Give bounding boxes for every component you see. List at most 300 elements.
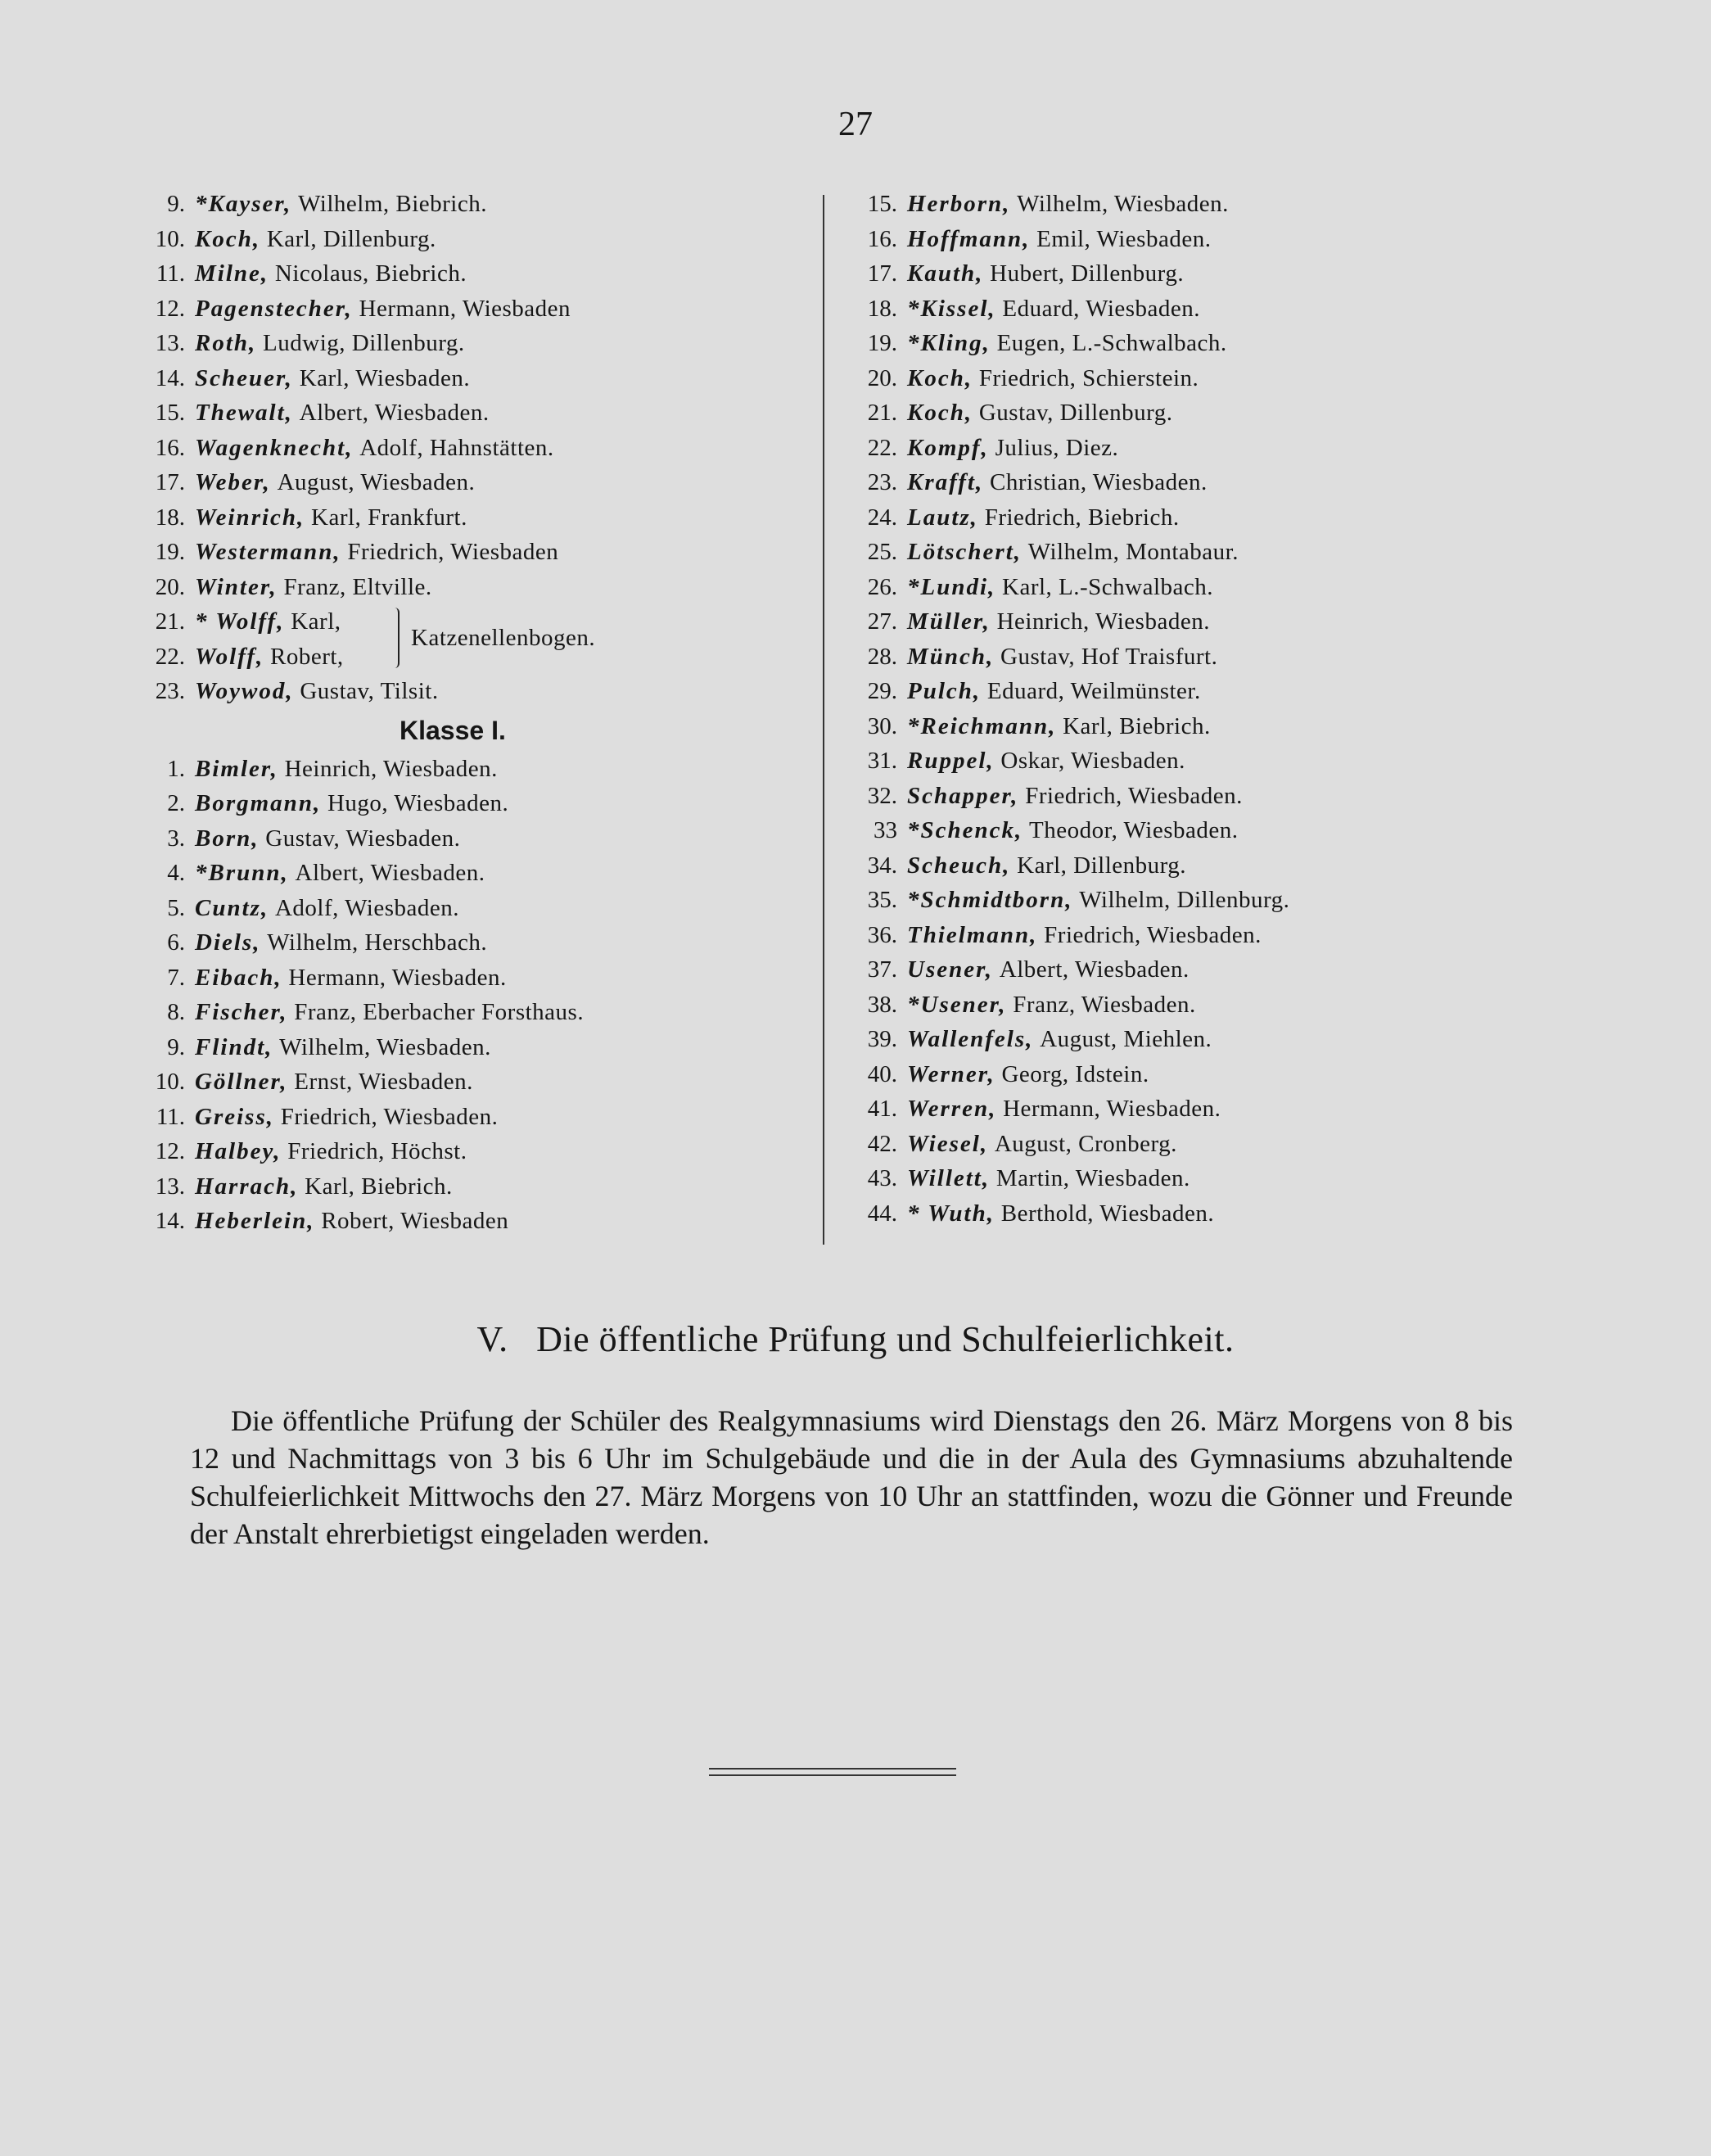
student-row (851, 187, 1457, 222)
student-surname: Harrach, (195, 1173, 299, 1200)
student-details (260, 821, 461, 857)
row-number: 22. (867, 434, 897, 461)
student-details-text: Gustav, Tilsit. (300, 678, 439, 704)
student-row (851, 1196, 1457, 1232)
student-row (851, 1092, 1457, 1127)
row-number: 38. (867, 991, 897, 1018)
student-details (978, 500, 1180, 536)
student-row (139, 821, 810, 857)
student-details-text: Friedrich, Höchst. (287, 1138, 467, 1164)
student-details (1010, 187, 1228, 222)
student-details-text: Karl, Dillenburg. (1017, 852, 1187, 879)
row-number: 30. (867, 712, 897, 739)
student-surname: Wiesel, (907, 1130, 989, 1157)
student-details (995, 1057, 1149, 1092)
row-number: 34. (867, 852, 897, 879)
student-surname: Borgmann, (195, 790, 322, 816)
student-details (278, 752, 498, 787)
student-details-text: Gustav, Dillenburg. (978, 400, 1173, 426)
student-row (851, 292, 1457, 327)
row-number: 2. (167, 790, 185, 816)
row-number: 8. (167, 999, 185, 1025)
student-details-text: Albert, Wiesbaden. (999, 956, 1190, 983)
student-details-text: Wilhelm, Montabaur. (1027, 539, 1239, 565)
column-divider (823, 195, 824, 1245)
student-row (139, 292, 810, 327)
student-details-text: Friedrich, Wiesbaden. (1044, 921, 1262, 948)
right-column (851, 187, 1457, 1231)
student-details-text: Friedrich, Wiesbaden. (280, 1103, 499, 1130)
row-number: 19. (867, 330, 897, 356)
student-details-text: Ernst, Wiesbaden. (294, 1069, 473, 1095)
row-number: 42. (867, 1130, 897, 1157)
student-row (851, 1022, 1457, 1057)
row-number: 20. (155, 573, 185, 600)
student-surname: Heberlein, (195, 1208, 315, 1234)
student-details (1030, 222, 1211, 257)
student-row (139, 395, 810, 431)
student-row (139, 1134, 810, 1169)
row-number: 36. (867, 921, 897, 948)
student-details (991, 326, 1227, 361)
student-surname: *Lundi, (907, 573, 996, 600)
student-details-text: Ludwig, Dillenburg. (263, 330, 465, 356)
row-number: 6. (167, 929, 185, 956)
student-details-text: Adolf, Wiesbaden. (274, 894, 460, 921)
student-surname: Pulch, (907, 678, 982, 704)
student-surname: Scheuch, (907, 852, 1011, 879)
student-row (139, 570, 810, 605)
row-number: 37. (867, 956, 897, 983)
student-surname: * Wuth, (907, 1200, 995, 1227)
student-surname: *Brunn, (195, 860, 289, 886)
student-surname: Lötschert, (907, 539, 1023, 565)
student-surname: Lautz, (907, 504, 978, 531)
row-number: 11. (156, 260, 185, 287)
student-row (851, 570, 1457, 605)
row-number: 9. (167, 1033, 185, 1060)
student-details-text: Hermann, Wiesbaden (359, 295, 571, 322)
student-row (139, 1204, 810, 1239)
student-row (851, 848, 1457, 884)
student-details (298, 1169, 452, 1205)
student-row (851, 500, 1457, 536)
student-details (996, 1092, 1221, 1127)
student-details (264, 640, 343, 675)
student-surname: Werner, (907, 1060, 995, 1087)
student-surname: Müller, (907, 608, 991, 635)
student-details (973, 395, 1172, 431)
student-details-text: Gustav, Hof Traisfurt. (1000, 643, 1218, 670)
student-row (139, 187, 810, 222)
student-details (274, 1100, 498, 1135)
student-details (282, 1134, 467, 1169)
student-row (851, 674, 1457, 709)
row-number: 20. (867, 364, 897, 391)
student-details-text: Emil, Wiesbaden. (1036, 225, 1212, 252)
student-details (260, 925, 487, 960)
student-details (1072, 883, 1289, 918)
student-details-text: Hubert, Dillenburg. (990, 260, 1185, 287)
student-details (256, 326, 464, 361)
student-surname: Kompf, (907, 434, 989, 461)
student-surname: Koch, (195, 225, 261, 252)
row-number: 29. (867, 678, 897, 704)
row-number: 39. (867, 1026, 897, 1052)
student-surname: Weinrich, (195, 504, 305, 531)
student-details-text: Wilhelm, Wiesbaden. (1017, 191, 1229, 217)
student-row (851, 326, 1457, 361)
student-details-text: Karl, (291, 608, 341, 635)
student-row (139, 500, 810, 536)
row-number: 33 (874, 817, 897, 843)
student-details-text: Karl, L.-Schwalbach. (1002, 573, 1214, 600)
class-heading: Klasse I. (400, 715, 506, 745)
student-details-text: Franz, Wiesbaden. (1013, 991, 1196, 1018)
student-surname: Fischer, (195, 999, 288, 1025)
row-number: 21. (867, 400, 897, 426)
student-details (284, 604, 341, 640)
student-details-text: Karl, Biebrich. (305, 1173, 453, 1200)
student-surname: *Usener, (907, 991, 1007, 1018)
row-number: 40. (867, 1060, 897, 1087)
student-details-text: Eugen, L.-Schwalbach. (996, 330, 1227, 356)
student-surname: Hoffmann, (907, 225, 1031, 252)
student-row (139, 1030, 810, 1065)
student-details (990, 1161, 1190, 1196)
student-surname: Herborn, (907, 191, 1011, 217)
student-row-23 (139, 674, 810, 709)
row-number: 10. (155, 1069, 185, 1095)
student-details-text: Albert, Wiesbaden. (299, 400, 490, 426)
student-details (989, 431, 1118, 466)
student-row (139, 925, 810, 960)
student-details (983, 256, 1184, 292)
student-row (139, 752, 810, 787)
student-details (981, 674, 1201, 709)
student-surname: Göllner, (195, 1069, 288, 1095)
student-surname: Scheuer, (195, 364, 293, 391)
row-number: 5. (167, 894, 185, 921)
student-details (995, 744, 1185, 779)
row-number: 9. (167, 191, 185, 217)
row-number: 31. (867, 748, 897, 774)
row-number: 18. (155, 504, 185, 531)
paragraph-text: Die öffentliche Prüfung der Schüler des Realgymnasiums wird Dienstags den 26. März Morgens von 8 bis 12 und Nachmittags von 3 bis 6 Uhr im Schulgebäude und die in der Aula des Gymnasiums abzuhaltende Schulfeierlichkeit Mittwochs den 27. März Morgens von 10 Uhr an stattfinden, wozu die Gönner und Freunde der Anstalt ehrerbietigst eingeladen werden. (190, 1404, 1513, 1550)
row-number: 35. (867, 887, 897, 913)
student-details (1022, 535, 1239, 570)
student-details (995, 570, 1213, 605)
brace-group (139, 604, 810, 674)
student-row (139, 361, 810, 396)
row-number: 15. (867, 191, 897, 217)
student-row (851, 465, 1457, 500)
student-details-text: August, Wiesbaden. (277, 469, 476, 495)
student-surname: Koch, (907, 400, 973, 426)
section-title: V. Die öffentliche Prüfung und Schulfeierlichkeit. (476, 1319, 1235, 1359)
student-row (139, 1064, 810, 1100)
page-number: 27 (838, 106, 873, 143)
row-number: 41. (867, 1096, 897, 1122)
student-details (260, 222, 436, 257)
student-details (1023, 813, 1238, 848)
student-row (139, 1169, 810, 1205)
student-details (353, 431, 553, 466)
student-surname: Koch, (907, 364, 973, 391)
student-details (996, 292, 1200, 327)
student-details-text: Karl, Dillenburg. (266, 225, 436, 252)
student-details-text: Robert, Wiesbaden (321, 1208, 509, 1234)
student-details-text: Gustav, Wiesbaden. (265, 825, 461, 852)
student-details-text: Eduard, Weilmünster. (986, 678, 1201, 704)
student-details-text: Franz, Eltville. (283, 573, 432, 600)
student-row (851, 361, 1457, 396)
student-details-text: Robert, (269, 643, 344, 670)
student-row (851, 813, 1457, 848)
student-details (353, 292, 571, 327)
student-details-text: Berthold, Wiesbaden. (1000, 1200, 1215, 1227)
student-surname: Milne, (195, 260, 269, 287)
student-surname: Halbey, (195, 1138, 282, 1164)
student-details-text: Hermann, Wiesbaden. (1003, 1096, 1221, 1122)
student-surname: Weber, (195, 469, 271, 495)
student-row (139, 256, 810, 292)
student-row (139, 856, 810, 891)
student-details (321, 786, 508, 821)
closing-rule-bottom (709, 1774, 956, 1776)
row-number: 16. (155, 434, 185, 461)
student-surname: Eibach, (195, 964, 282, 991)
student-surname: Kauth, (907, 260, 984, 287)
student-row (139, 535, 810, 570)
student-list-top (139, 187, 810, 604)
student-surname: Woywod, (195, 678, 294, 704)
row-number: 13. (155, 330, 185, 356)
student-surname: Pagenstecher, (195, 295, 353, 322)
student-surname: Willett, (907, 1165, 991, 1191)
row-number: 14. (155, 364, 185, 391)
row-number: 32. (867, 782, 897, 809)
row-number: 19. (155, 539, 185, 565)
student-details-text: Wilhelm, Dillenburg. (1079, 887, 1290, 913)
student-row (139, 995, 810, 1030)
student-row (851, 535, 1457, 570)
student-details (993, 952, 1190, 988)
student-row (851, 431, 1457, 466)
student-row (139, 891, 810, 926)
student-details (305, 500, 467, 536)
student-details-text: Eduard, Wiesbaden. (1002, 295, 1201, 322)
student-details-text: Georg, Idstein. (1001, 1060, 1149, 1087)
row-number: 12. (155, 1138, 185, 1164)
student-surname: *Kayser, (195, 191, 292, 217)
row-number: 15. (155, 400, 185, 426)
row-number: 44. (867, 1200, 897, 1227)
row-number: 17. (867, 260, 897, 287)
student-details-text: Karl, Frankfurt. (311, 504, 467, 531)
student-surname: Wallenfels, (907, 1026, 1034, 1052)
section-paragraph (190, 1402, 1513, 1553)
closing-rule-top (709, 1768, 956, 1770)
student-details (1056, 709, 1210, 744)
student-surname: *Kissel, (907, 295, 996, 322)
student-details-text: Karl, Wiesbaden. (299, 364, 471, 391)
row-number: 28. (867, 643, 897, 670)
row-number: 4. (167, 860, 185, 886)
student-row (851, 640, 1457, 675)
student-surname: *Schenck, (907, 817, 1023, 843)
student-details (293, 361, 470, 396)
student-details-text: Hermann, Wiesbaden. (288, 964, 507, 991)
student-row (139, 960, 810, 996)
student-row (139, 465, 810, 500)
student-surname: Winter, (195, 573, 278, 600)
student-row (851, 709, 1457, 744)
row-number: 1. (167, 755, 185, 782)
student-surname: Bimler, (195, 755, 278, 782)
student-details-text: Wilhelm, Herschbach. (267, 929, 488, 956)
student-details (991, 604, 1210, 640)
student-details (994, 640, 1217, 675)
student-details-text: Julius, Diez. (995, 434, 1119, 461)
student-row (139, 1100, 810, 1135)
student-row (139, 326, 810, 361)
curly-brace (393, 608, 400, 668)
student-details-text: Albert, Wiesbaden. (295, 860, 485, 886)
row-number: 43. (867, 1165, 897, 1191)
student-details (282, 960, 507, 996)
student-row (851, 744, 1457, 779)
student-details-text: Heinrich, Wiesbaden. (996, 608, 1210, 635)
student-surname: *Schmidtborn, (907, 887, 1073, 913)
student-details-text: Friedrich, Schierstein. (978, 364, 1199, 391)
student-row (851, 918, 1457, 953)
student-surname: Krafft, (907, 469, 984, 495)
student-row (851, 1161, 1457, 1196)
row-number: 23. (867, 469, 897, 495)
row-number: 26. (867, 573, 897, 600)
student-surname: *Reichmann, (907, 712, 1057, 739)
student-surname: Schapper, (907, 782, 1019, 809)
student-details-text: Theodor, Wiesbaden. (1029, 817, 1239, 843)
student-details-text: Heinrich, Wiesbaden. (284, 755, 498, 782)
student-details-text: Oskar, Wiesbaden. (1000, 748, 1185, 774)
student-details (273, 1030, 490, 1065)
student-details-text: Adolf, Hahnstätten. (359, 434, 554, 461)
student-details (288, 995, 585, 1030)
row-number: 25. (867, 539, 897, 565)
student-row (851, 222, 1457, 257)
student-row (139, 222, 810, 257)
student-details (278, 570, 432, 605)
left-column (139, 187, 810, 1239)
student-row (851, 952, 1457, 988)
row-number: 3. (167, 825, 185, 852)
student-details-text: Wilhelm, Wiesbaden. (279, 1033, 491, 1060)
student-details-text: Wilhelm, Biebrich. (298, 191, 487, 217)
student-details-text: Friedrich, Wiesbaden. (1025, 782, 1243, 809)
student-details (1037, 918, 1261, 953)
student-details (269, 891, 459, 926)
student-surname: Ruppel, (907, 748, 995, 774)
student-details (289, 856, 485, 891)
student-details-text: Christian, Wiesbaden. (989, 469, 1208, 495)
student-details-text: Martin, Wiesbaden. (995, 1165, 1190, 1191)
student-details (269, 256, 467, 292)
row-number: 23. (155, 678, 185, 704)
student-row (851, 988, 1457, 1023)
student-surname: Wagenknecht, (195, 434, 354, 461)
student-details (988, 1127, 1177, 1162)
student-details (293, 395, 490, 431)
student-surname: Westermann, (195, 539, 341, 565)
row-number: 7. (167, 964, 185, 991)
student-details (291, 187, 487, 222)
student-row (139, 786, 810, 821)
student-details-text: Karl, Biebrich. (1063, 712, 1211, 739)
row-number: 22. (155, 643, 185, 670)
student-surname: Cuntz, (195, 894, 269, 921)
student-details (271, 465, 475, 500)
student-surname: Greiss, (195, 1103, 274, 1130)
student-details (288, 1064, 473, 1100)
row-number: 13. (155, 1173, 185, 1200)
student-row (851, 883, 1457, 918)
student-surname: Thielmann, (907, 921, 1038, 948)
student-details-text: Hugo, Wiesbaden. (327, 790, 509, 816)
student-surname: Thewalt, (195, 400, 293, 426)
student-details (341, 535, 559, 570)
row-number: 10. (155, 225, 185, 252)
student-details-text: Nicolaus, Biebrich. (274, 260, 467, 287)
student-list-right (851, 187, 1457, 1231)
student-row (851, 779, 1457, 814)
student-details (314, 1204, 508, 1239)
student-details-text: Friedrich, Biebrich. (984, 504, 1180, 531)
student-row (851, 604, 1457, 640)
student-details (1033, 1022, 1212, 1057)
student-row (851, 256, 1457, 292)
student-row (851, 1127, 1457, 1162)
student-surname: * Wolff, (195, 608, 285, 635)
row-number: 12. (155, 295, 185, 322)
student-surname: Wolff, (195, 643, 264, 670)
student-details (294, 674, 439, 709)
student-row (851, 1057, 1457, 1092)
student-details-text: August, Miehlen. (1040, 1026, 1212, 1052)
student-surname: Diels, (195, 929, 261, 956)
student-details (983, 465, 1207, 500)
student-row (139, 431, 810, 466)
row-number: 18. (867, 295, 897, 322)
row-number: 16. (867, 225, 897, 252)
student-details (973, 361, 1199, 396)
student-details (1010, 848, 1186, 884)
student-surname: Münch, (907, 643, 995, 670)
student-surname: *Kling, (907, 330, 991, 356)
row-number: 24. (867, 504, 897, 531)
row-number: 11. (156, 1103, 185, 1130)
student-row (851, 395, 1457, 431)
student-details-text: Franz, Eberbacher Forsthaus. (294, 999, 585, 1025)
row-number: 14. (155, 1208, 185, 1234)
student-details (1018, 779, 1242, 814)
student-surname: Werren, (907, 1096, 997, 1122)
row-number: 17. (155, 469, 185, 495)
student-surname: Roth, (195, 330, 257, 356)
student-surname: Usener, (907, 956, 994, 983)
row-number: 21. (155, 608, 185, 635)
